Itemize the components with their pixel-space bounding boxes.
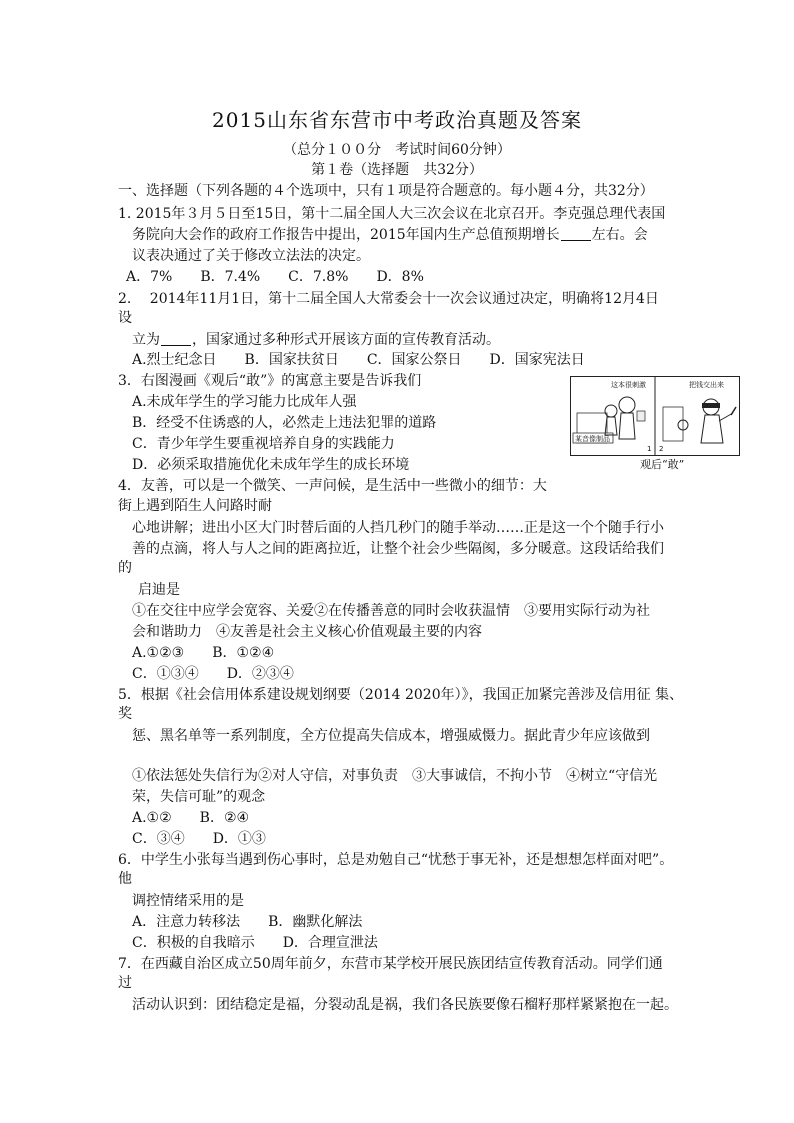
page-title: 2015山东省东营市中考政治真题及答案 bbox=[212, 108, 582, 132]
q5-statements-line2: 荣，失信可耻”的观念 bbox=[132, 789, 266, 805]
q2-stem-line3: 立为 ，国家通过多种形式开展该方面的宣传教育活动。 bbox=[132, 332, 500, 348]
answer-blank bbox=[561, 226, 591, 241]
q3-option-d: D．必须采取措施优化未成年学生的成长环境 bbox=[132, 457, 410, 473]
q4-stem-line3: 心地讲解；进出小区大门时替后面的人挡几秒门的随手举动……正是这一个个随手行小 bbox=[132, 520, 664, 536]
svg-text:把钱交出来: 把钱交出来 bbox=[689, 381, 724, 389]
svg-text:这本很刺激: 这本很刺激 bbox=[611, 381, 646, 389]
q4-stem-line6: 启迪是 bbox=[138, 582, 180, 598]
q1-stem-line2: 务院向大会作的政府工作报告中提出，2015年国内生产总值预期增长 左右。会 bbox=[132, 227, 648, 243]
q5-options-row1: A.①② B．②④ bbox=[132, 810, 250, 826]
q4-statements-line2: 会和谐助力 ④友善是社会主义核心价值观最主要的内容 bbox=[132, 624, 482, 640]
q5-statements-line1: ①依法惩处失信行为②对人守信，对事负责 ③大事诚信，不拘小节 ④树立“守信光 bbox=[132, 768, 658, 784]
q4-stem-line4: 善的点滴，将人与人之间的距离拉近，让整个社会少些隔阂，多分暖意。这段话给我们 bbox=[132, 541, 664, 557]
cartoon-caption: 观后“敢” bbox=[640, 458, 685, 471]
answer-blank bbox=[161, 331, 191, 346]
q4-statements-line1: ①在交往中应学会宽容、关爱②在传播善意的同时会收获温情 ③要用实际行动为社 bbox=[132, 603, 650, 619]
q4-options-row2: C．①③④ D．②③④ bbox=[132, 666, 294, 682]
q3-option-b: B．经受不住诱惑的人，必然走上违法犯罪的道路 bbox=[132, 415, 437, 431]
q5-stem-line1: 5．根据《社会信用体系建设规划纲要（2014 2020年）》，我国正加紧完善涉及信用征 集、 bbox=[118, 687, 684, 703]
q5-stem-line3: 惩、黑名单等一系列制度，全方位提高失信成本，增强威慑力。据此青少年应该做到 bbox=[132, 728, 650, 744]
svg-text:某音像制品: 某音像制品 bbox=[575, 435, 610, 443]
q6-stem-line1: 6．中学生小张每当遇到伤心事时，总是劝勉自己“忧愁于事无补，还是想想怎样面对吧”。 bbox=[118, 852, 674, 868]
q6-stem-line3: 调控情绪采用的是 bbox=[132, 893, 244, 909]
q3-option-c: C．青少年学生要重视培养自身的实践能力 bbox=[132, 436, 395, 452]
q1-stem-line3: 议表决通过了关于修改立法法的决定。 bbox=[132, 248, 370, 264]
q7-stem-line3: 活动认识到：团结稳定是福，分裂动乱是祸，我们各民族要像石榴籽那样紧紧抱在一起。 bbox=[132, 997, 678, 1013]
q2-options: A.烈士纪念日 B．国家扶贫日 C．国家公祭日 D．国家宪法日 bbox=[132, 352, 585, 368]
q4-options-row1: A.①②③ B．①②④ bbox=[132, 645, 275, 661]
q6-options-row2: C．积极的自我暗示 D．合理宣泄法 bbox=[132, 935, 378, 951]
q5-options-row2: C．③④ D．①③ bbox=[132, 831, 266, 847]
q7-stem-line1: 7．在西藏自治区成立50周年前夕，东营市某学校开展民族团结宣传教育活动。同学们通 bbox=[118, 956, 663, 972]
q5-stem-line2: 奖 bbox=[118, 706, 132, 722]
q4-stem-line2: 街上遇到陌生人问路时耐 bbox=[118, 498, 272, 514]
q2-stem-line2: 设 bbox=[118, 310, 132, 326]
q1-stem-line1: 1. 2015年３月５日至15日，第十二届全国人大三次会议在北京召开。李克强总理代表国 bbox=[118, 206, 666, 222]
q4-stem-line5: 的 bbox=[118, 560, 132, 576]
q6-options-row1: A．注意力转移法 B．幽默化解法 bbox=[132, 914, 363, 930]
q4-stem-line1: 4．友善，可以是一个微笑、一声问候，是生活中一些微小的细节：大 bbox=[118, 478, 547, 494]
q2-stem-line1: 2. 2014年11月1日，第十二届全国人大常委会十一次会议通过决定，明确将12月4日 bbox=[118, 291, 659, 307]
exam-info: （总分１００分 考试时间60分钟） bbox=[283, 142, 511, 158]
svg-text:1: 1 bbox=[647, 445, 652, 453]
cartoon-image bbox=[570, 376, 740, 456]
svg-text:2: 2 bbox=[659, 445, 664, 453]
q7-stem-line2: 过 bbox=[118, 975, 132, 991]
section-heading: 第１卷（选择题 共32分） bbox=[311, 162, 483, 178]
cartoon-drawing bbox=[571, 377, 739, 455]
q3-option-a: A.未成年学生的学习能力比成年人强 bbox=[132, 394, 357, 410]
q3-stem: 3．右图漫画《观后“敢”》的寓意主要是告诉我们 bbox=[118, 373, 422, 389]
q6-stem-line2: 他 bbox=[118, 871, 132, 887]
instructions: 一、选择题（下列各题的４个选项中，只有１项是符合题意的。每小题４分，共32分） bbox=[118, 183, 654, 199]
q1-options: A．7% B．7.4% C．7.8% D．8% bbox=[126, 269, 424, 285]
